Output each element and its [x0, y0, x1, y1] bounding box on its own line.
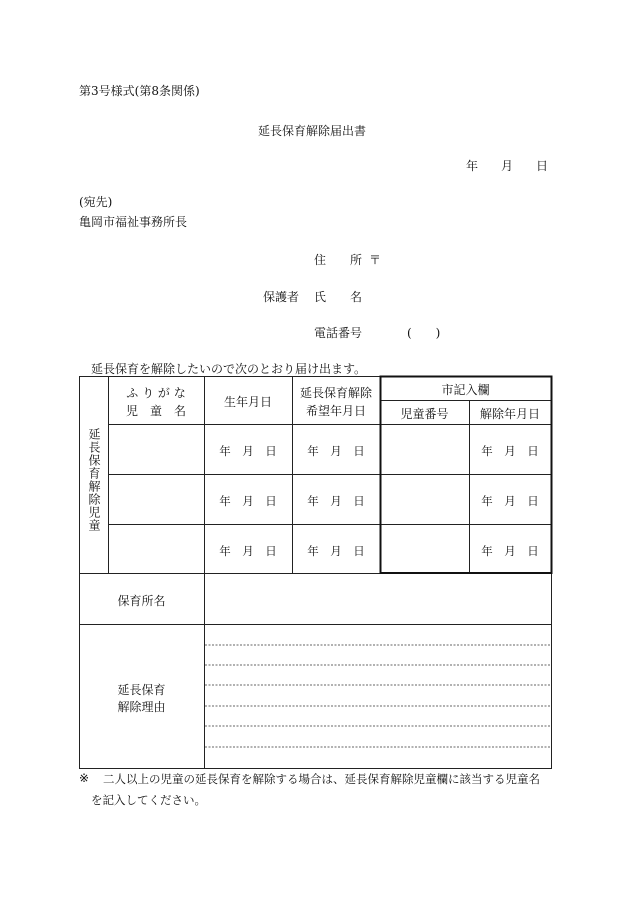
row1-release-request-date-input[interactable]: 年 月 日	[307, 444, 365, 458]
reason-label-line1: 延長保育	[117, 683, 166, 697]
header-birthdate: 生年月日	[223, 395, 272, 409]
addressee-prefix: (宛先)	[79, 195, 113, 209]
date-month: 月	[501, 159, 514, 173]
date-year: 年	[466, 159, 479, 173]
header-release-date: 解除年月日	[479, 407, 540, 421]
postal-mark: 〒	[369, 253, 382, 267]
row2-birthdate-input[interactable]: 年 月 日	[219, 494, 277, 508]
note-mark: ※	[79, 771, 90, 785]
row3-birthdate-input[interactable]: 年 月 日	[219, 544, 277, 558]
phone-paren: ( )	[407, 326, 441, 340]
row1-release-date-input[interactable]: 年 月 日	[481, 444, 539, 458]
header-child-name: 児 童 名	[125, 404, 186, 418]
header-furigana: ふ り が な	[126, 386, 186, 400]
header-child-number: 児童番号	[400, 407, 449, 421]
form-number: 第3号様式(第8条関係)	[79, 84, 200, 98]
reason-label-line2: 解除理由	[117, 700, 166, 714]
note-line1: 二人以上の児童の延長保育を解除する場合は、延長保育解除児童欄に該当する児童名	[103, 772, 540, 786]
note-line2: を記入してください。	[91, 793, 206, 807]
intro-text: 延長保育を解除したいので次のとおり届け出ます。	[91, 362, 367, 376]
row2-release-request-date-input[interactable]: 年 月 日	[307, 494, 365, 508]
address-label: 住 所	[314, 253, 363, 267]
document-title: 延長保育解除届出書	[258, 124, 367, 138]
row2-release-date-input[interactable]: 年 月 日	[481, 494, 539, 508]
addressee-name: 亀岡市福祉事務所長	[79, 215, 188, 229]
row1-birthdate-input[interactable]: 年 月 日	[219, 444, 277, 458]
header-release-line1: 延長保育解除	[299, 386, 372, 400]
phone-label: 電話番号	[314, 326, 363, 340]
row3-release-request-date-input[interactable]: 年 月 日	[307, 544, 365, 558]
row3-release-date-input[interactable]: 年 月 日	[481, 544, 539, 558]
side-label: 延長保育解除児童	[87, 428, 101, 532]
date-day: 日	[536, 159, 549, 173]
header-release-line2: 希望年月日	[305, 404, 366, 418]
guardian-label: 保護者	[263, 290, 300, 304]
nursery-label: 保育所名	[117, 594, 166, 608]
name-label: 氏 名	[314, 290, 363, 304]
header-city-column: 市記入欄	[441, 383, 490, 397]
